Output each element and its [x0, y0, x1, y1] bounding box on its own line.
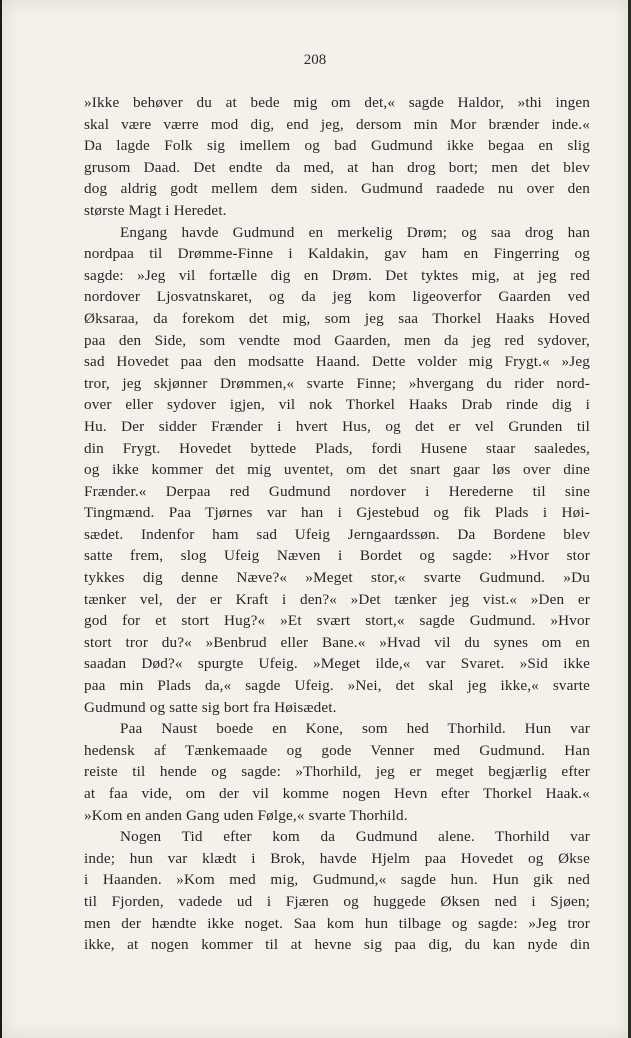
text-line: satte frem, slog Ufeig Næven i Bordet og sagde: »Hvor stor [84, 547, 590, 565]
text-line: reiste til hende og sagde: »Thorhild, jeg er meget begjærlig efter [84, 763, 590, 781]
text-line: hedensk af Tænkemaade og gode Venner med Gudmund. Han [84, 741, 590, 759]
text-line: skal være værre mod dig, end jeg, dersom min Mor brænder inde.« [84, 115, 590, 133]
text-line: største Magt i Heredet. [84, 201, 227, 219]
text-line: og ikke kommer det mig uventet, om det snart gaar løs over dine [84, 461, 590, 479]
text-line: at faa vide, om der vil komme nogen Hevn efter Thorkel Haak.« [84, 785, 590, 802]
text-line: Da lagde Folk sig imellem og bad Gudmund ikke begaa en slig [84, 137, 590, 155]
text-line: Frænder.« Derpaa red Gudmund nordover i Herederne til sine [84, 482, 590, 500]
text-line: Paa Naust boede en Kone, som hed Thorhild. Hun var [120, 720, 590, 738]
body-text [84, 92, 590, 956]
text-line: grusom Daad. Det endte da med, at han drog bort; men det blev [84, 158, 590, 176]
book-page [2, 0, 628, 1038]
text-line: god for et stort Hug?« »Et svært stort,« sagde Gudmund. »Hvor [84, 612, 590, 630]
text-line: over eller sydover igjen, vil nok Thorkel Haaks Drab rinde dig i [84, 396, 590, 414]
text-line: nordpaa til Drømme-Finne i Kaldakin, gav ham en Fingerring og [84, 245, 590, 263]
text-line: din Frygt. Hovedet byttede Plads, fordi Husene staar saaledes, [84, 439, 590, 457]
text-line: stort tror du?« »Benbrud eller Bane.« »Hvad vil du synes om en [84, 633, 590, 651]
text-line: »Ikke behøver du at bede mig om det,« sagde Haldor, »thi ingen [84, 94, 590, 111]
text-line: Engang havde Gudmund en merkelig Drøm; og saa drog han [120, 223, 590, 241]
text-line: tykkes dig denne Næve?« »Meget stor,« svarte Gudmund. »Du [84, 569, 590, 587]
text-line: sagde: »Jeg vil fortælle dig en Drøm. Det tyktes mig, at jeg red [84, 266, 590, 284]
text-line: sædet. Indenfor ham sad Ufeig Jerngaardssøn. Da Bordene blev [84, 525, 590, 543]
text-line: Hu. Der sidder Frænder i hvert Hus, og det er vel Grunden til [84, 417, 590, 435]
page-number: 208 [303, 52, 327, 68]
text-line: Tingmænd. Paa Tjørnes var han i Gjestebud og fik Plads i Høi- [84, 504, 590, 522]
text-line: sad Hovedet paa den modsatte Haand. Dette volder mig Frygt.« »Jeg [84, 353, 590, 371]
text-line: tror, jeg skjønner Drømmen,« svarte Finne; »hvergang du rider nord- [84, 374, 590, 392]
text-line: i Haanden. »Kom med mig, Gudmund,« sagde hun. Hun gik ned [84, 871, 590, 889]
text-line: til Fjorden, vadede ud i Fjæren og huggede Øksen ned i Sjøen; [84, 892, 590, 910]
text-line: dog aldrig godt mellem dem siden. Gudmund raadede nu over den [84, 180, 590, 198]
text-line: Nogen Tid efter kom da Gudmund alene. Thorhild var [120, 828, 590, 846]
text-line: men der hændte ikke noget. Saa kom hun tilbage og sagde: »Jeg tror [84, 914, 590, 932]
text-line: nordover Ljosvatnskaret, og da jeg kom ligeoverfor Gaarden ved [84, 288, 590, 306]
text-line: ikke, at nogen kommer til at hevne sig paa dig, du kan nyde din [84, 936, 590, 954]
text-line: tænker vel, der er Kraft i den?« »Det tænker jeg vist.« »Den er [84, 590, 590, 608]
text-line: paa min Plads da,« sagde Ufeig. »Nei, det skal jeg ikke,« svarte [84, 677, 590, 695]
text-line: Øksaraa, da forekom det mig, som jeg saa Thorkel Haaks Hoved [84, 309, 590, 327]
text-line: paa den Side, som vendte mod Gaarden, men da jeg red sydover, [84, 331, 590, 349]
text-line: inde; hun var klædt i Brok, havde Hjelm paa Hovedet og Økse [84, 849, 590, 867]
text-line: Gudmund og satte sig bort fra Høisædet. [84, 698, 337, 716]
text-line: saadan Død?« spurgte Ufeig. »Meget ilde,« var Svaret. »Sid ikke [84, 655, 590, 673]
text-line: »Kom en anden Gang uden Følge,« svarte Thorhild. [84, 806, 408, 824]
